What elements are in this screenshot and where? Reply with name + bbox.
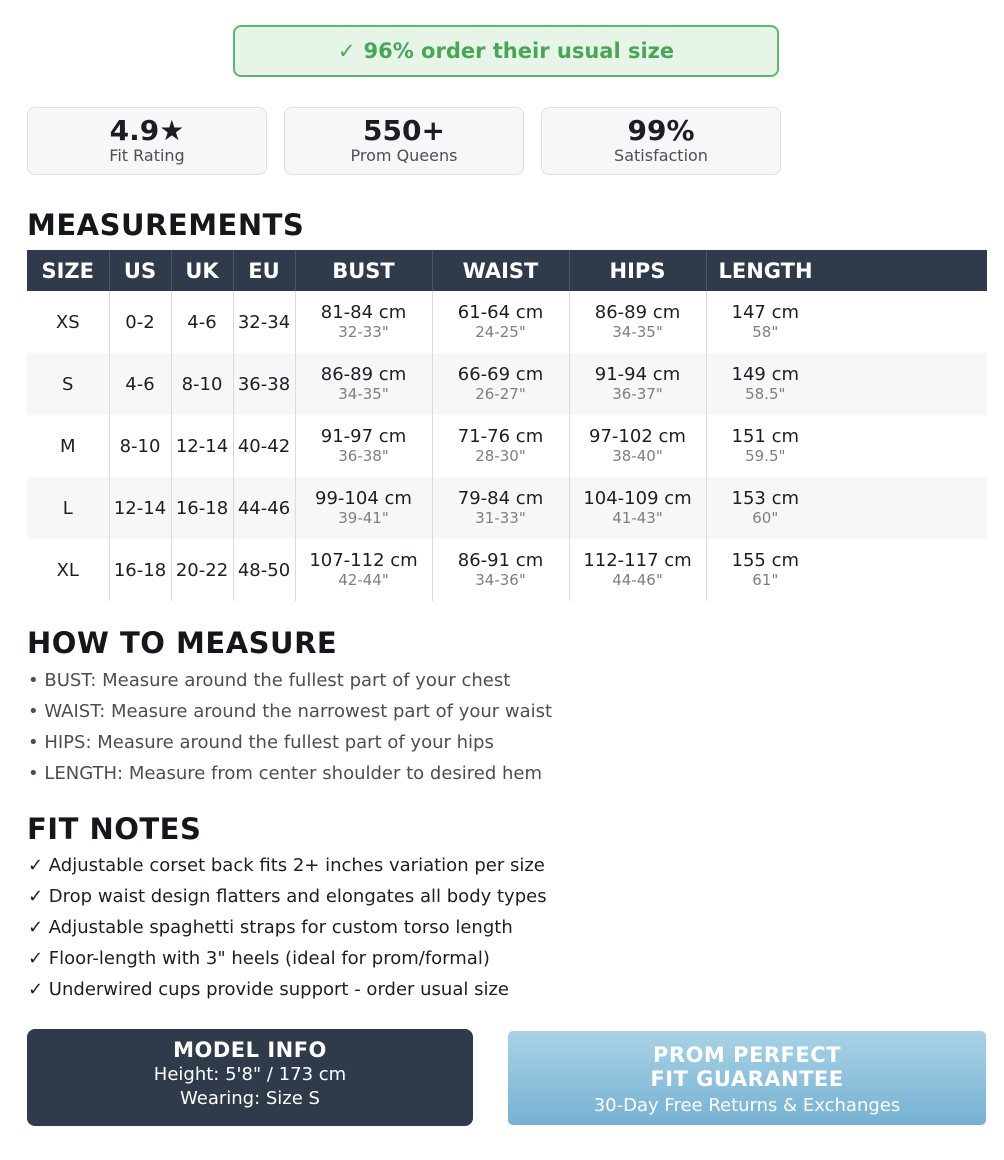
cell-uk: 12-14 (171, 415, 233, 477)
waist-inches: 24-25" (475, 323, 526, 341)
guarantee-title-line1: PROM PERFECT (653, 1043, 841, 1067)
table-header-row (27, 250, 987, 291)
list-item: • BUST: Measure around the fullest part of your chest (28, 670, 511, 691)
cell-us: 0-2 (109, 291, 171, 353)
length-values (732, 550, 800, 590)
list-item: • WAIST: Measure around the narrowest part of your waist (28, 701, 553, 722)
bust-inches: 42-44" (338, 571, 389, 589)
list-item: ✓ Underwired cups provide support - order usual size (28, 979, 509, 1000)
cell-hips (569, 415, 706, 477)
measurements-heading: MEASUREMENTS (27, 208, 305, 242)
column-header: US (109, 250, 171, 291)
cell-length (706, 415, 987, 477)
table-row (27, 353, 987, 415)
fit-banner-text: 96% order their usual size (363, 39, 675, 63)
bust-inches: 36-38" (338, 447, 389, 465)
hips-cm: 97-102 cm (589, 426, 686, 447)
cell-hips (569, 539, 706, 601)
cell-uk: 4-6 (171, 291, 233, 353)
stat-satisfaction (541, 107, 781, 175)
length-inches: 59.5" (745, 447, 786, 465)
column-header: SIZE (27, 250, 109, 291)
cell-waist (432, 477, 569, 539)
length-values (732, 488, 800, 528)
length-values (732, 302, 800, 342)
stat-value: 4.9★ (109, 114, 185, 147)
guarantee-subtitle: 30-Day Free Returns & Exchanges (593, 1095, 901, 1116)
length-values (732, 364, 800, 404)
stat-prom-queens (284, 107, 524, 175)
waist-cm: 66-69 cm (457, 364, 544, 385)
model-info-card (27, 1029, 473, 1126)
hips-cm: 112-117 cm (583, 550, 692, 571)
cell-uk: 16-18 (171, 477, 233, 539)
length-cm: 153 cm (731, 488, 800, 509)
cell-bust (295, 415, 432, 477)
cell-size: XL (27, 539, 109, 601)
cell-length (706, 539, 987, 601)
cell-eu: 32-34 (233, 291, 295, 353)
waist-inches: 28-30" (475, 447, 526, 465)
cell-us: 16-18 (109, 539, 171, 601)
stat-fit-rating (27, 107, 267, 175)
cell-length (706, 353, 987, 415)
table-row (27, 477, 987, 539)
length-cm: 149 cm (731, 364, 800, 385)
cell-length (706, 291, 987, 353)
cell-uk: 20-22 (171, 539, 233, 601)
cell-waist (432, 539, 569, 601)
list-item: • LENGTH: Measure from center shoulder to desired hem (28, 763, 543, 784)
hips-cm: 86-89 cm (594, 302, 681, 323)
waist-cm: 71-76 cm (457, 426, 544, 447)
cell-waist (432, 415, 569, 477)
cell-bust (295, 291, 432, 353)
cell-waist (432, 291, 569, 353)
length-cm: 151 cm (731, 426, 800, 447)
list-item: • HIPS: Measure around the fullest part of your hips (28, 732, 494, 753)
cell-uk: 8-10 (171, 353, 233, 415)
hips-cm: 104-109 cm (583, 488, 692, 509)
column-header: LENGTH (706, 250, 987, 291)
list-item: ✓ Adjustable spaghetti straps for custom torso length (28, 917, 513, 938)
list-item: ✓ Drop waist design flatters and elongates all body types (28, 886, 547, 907)
model-height: Height: 5'8" / 173 cm (153, 1064, 347, 1085)
bust-inches: 39-41" (338, 509, 389, 527)
cell-hips (569, 353, 706, 415)
cell-bust (295, 477, 432, 539)
guarantee-title-line2: FIT GUARANTEE (650, 1067, 844, 1091)
waist-inches: 26-27" (475, 385, 526, 403)
cell-eu: 40-42 (233, 415, 295, 477)
table-body (27, 291, 987, 601)
bust-cm: 107-112 cm (309, 550, 418, 571)
bust-cm: 99-104 cm (315, 488, 412, 509)
cell-eu: 48-50 (233, 539, 295, 601)
bust-inches: 32-33" (338, 323, 389, 341)
cell-size: XS (27, 291, 109, 353)
how-to-measure-heading: HOW TO MEASURE (27, 626, 338, 660)
list-item: ✓ Adjustable corset back fits 2+ inches variation per size (28, 855, 545, 876)
bust-inches: 34-35" (338, 385, 389, 403)
hips-inches: 44-46" (612, 571, 663, 589)
cell-length (706, 477, 987, 539)
hips-inches: 34-35" (612, 323, 663, 341)
column-header: UK (171, 250, 233, 291)
check-icon: ✓ (337, 39, 356, 63)
cell-eu: 36-38 (233, 353, 295, 415)
hips-cm: 91-94 cm (594, 364, 681, 385)
bust-cm: 86-89 cm (320, 364, 407, 385)
column-header: EU (233, 250, 295, 291)
cell-waist (432, 353, 569, 415)
length-inches: 60" (752, 509, 779, 527)
cell-size: L (27, 477, 109, 539)
length-inches: 58.5" (745, 385, 786, 403)
cell-bust (295, 353, 432, 415)
waist-cm: 61-64 cm (457, 302, 544, 323)
waist-inches: 34-36" (475, 571, 526, 589)
model-wearing: Wearing: Size S (180, 1088, 320, 1109)
length-cm: 155 cm (731, 550, 800, 571)
fit-notes-heading: FIT NOTES (27, 812, 202, 846)
stat-label: Satisfaction (614, 146, 708, 165)
waist-cm: 79-84 cm (457, 488, 544, 509)
cell-eu: 44-46 (233, 477, 295, 539)
how-to-measure-list (28, 665, 552, 789)
length-cm: 147 cm (731, 302, 800, 323)
list-item: ✓ Floor-length with 3" heels (ideal for prom/formal) (28, 948, 490, 969)
table-row (27, 291, 987, 353)
model-info-title: MODEL INFO (173, 1038, 327, 1062)
cell-bust (295, 539, 432, 601)
hips-inches: 36-37" (612, 385, 663, 403)
bust-cm: 81-84 cm (320, 302, 407, 323)
cell-us: 12-14 (109, 477, 171, 539)
stat-label: Prom Queens (350, 146, 458, 165)
cell-size: S (27, 353, 109, 415)
column-header: HIPS (569, 250, 706, 291)
stat-value: 99% (627, 114, 695, 147)
size-chart-table (27, 250, 987, 601)
length-values (732, 426, 800, 466)
stat-value: 550+ (363, 114, 445, 147)
table-row (27, 415, 987, 477)
stat-label: Fit Rating (109, 146, 185, 165)
length-inches: 61" (752, 571, 779, 589)
length-inches: 58" (752, 323, 779, 341)
fit-notes-list (28, 850, 547, 1005)
column-header: WAIST (432, 250, 569, 291)
waist-inches: 31-33" (475, 509, 526, 527)
cell-hips (569, 291, 706, 353)
column-header: BUST (295, 250, 432, 291)
table-row (27, 539, 987, 601)
fit-guarantee-card (507, 1030, 987, 1126)
cell-us: 4-6 (109, 353, 171, 415)
hips-inches: 38-40" (612, 447, 663, 465)
hips-inches: 41-43" (612, 509, 663, 527)
cell-size: M (27, 415, 109, 477)
fit-banner (233, 25, 779, 77)
cell-us: 8-10 (109, 415, 171, 477)
stats-row (27, 107, 781, 175)
waist-cm: 86-91 cm (457, 550, 544, 571)
bust-cm: 91-97 cm (320, 426, 407, 447)
cell-hips (569, 477, 706, 539)
